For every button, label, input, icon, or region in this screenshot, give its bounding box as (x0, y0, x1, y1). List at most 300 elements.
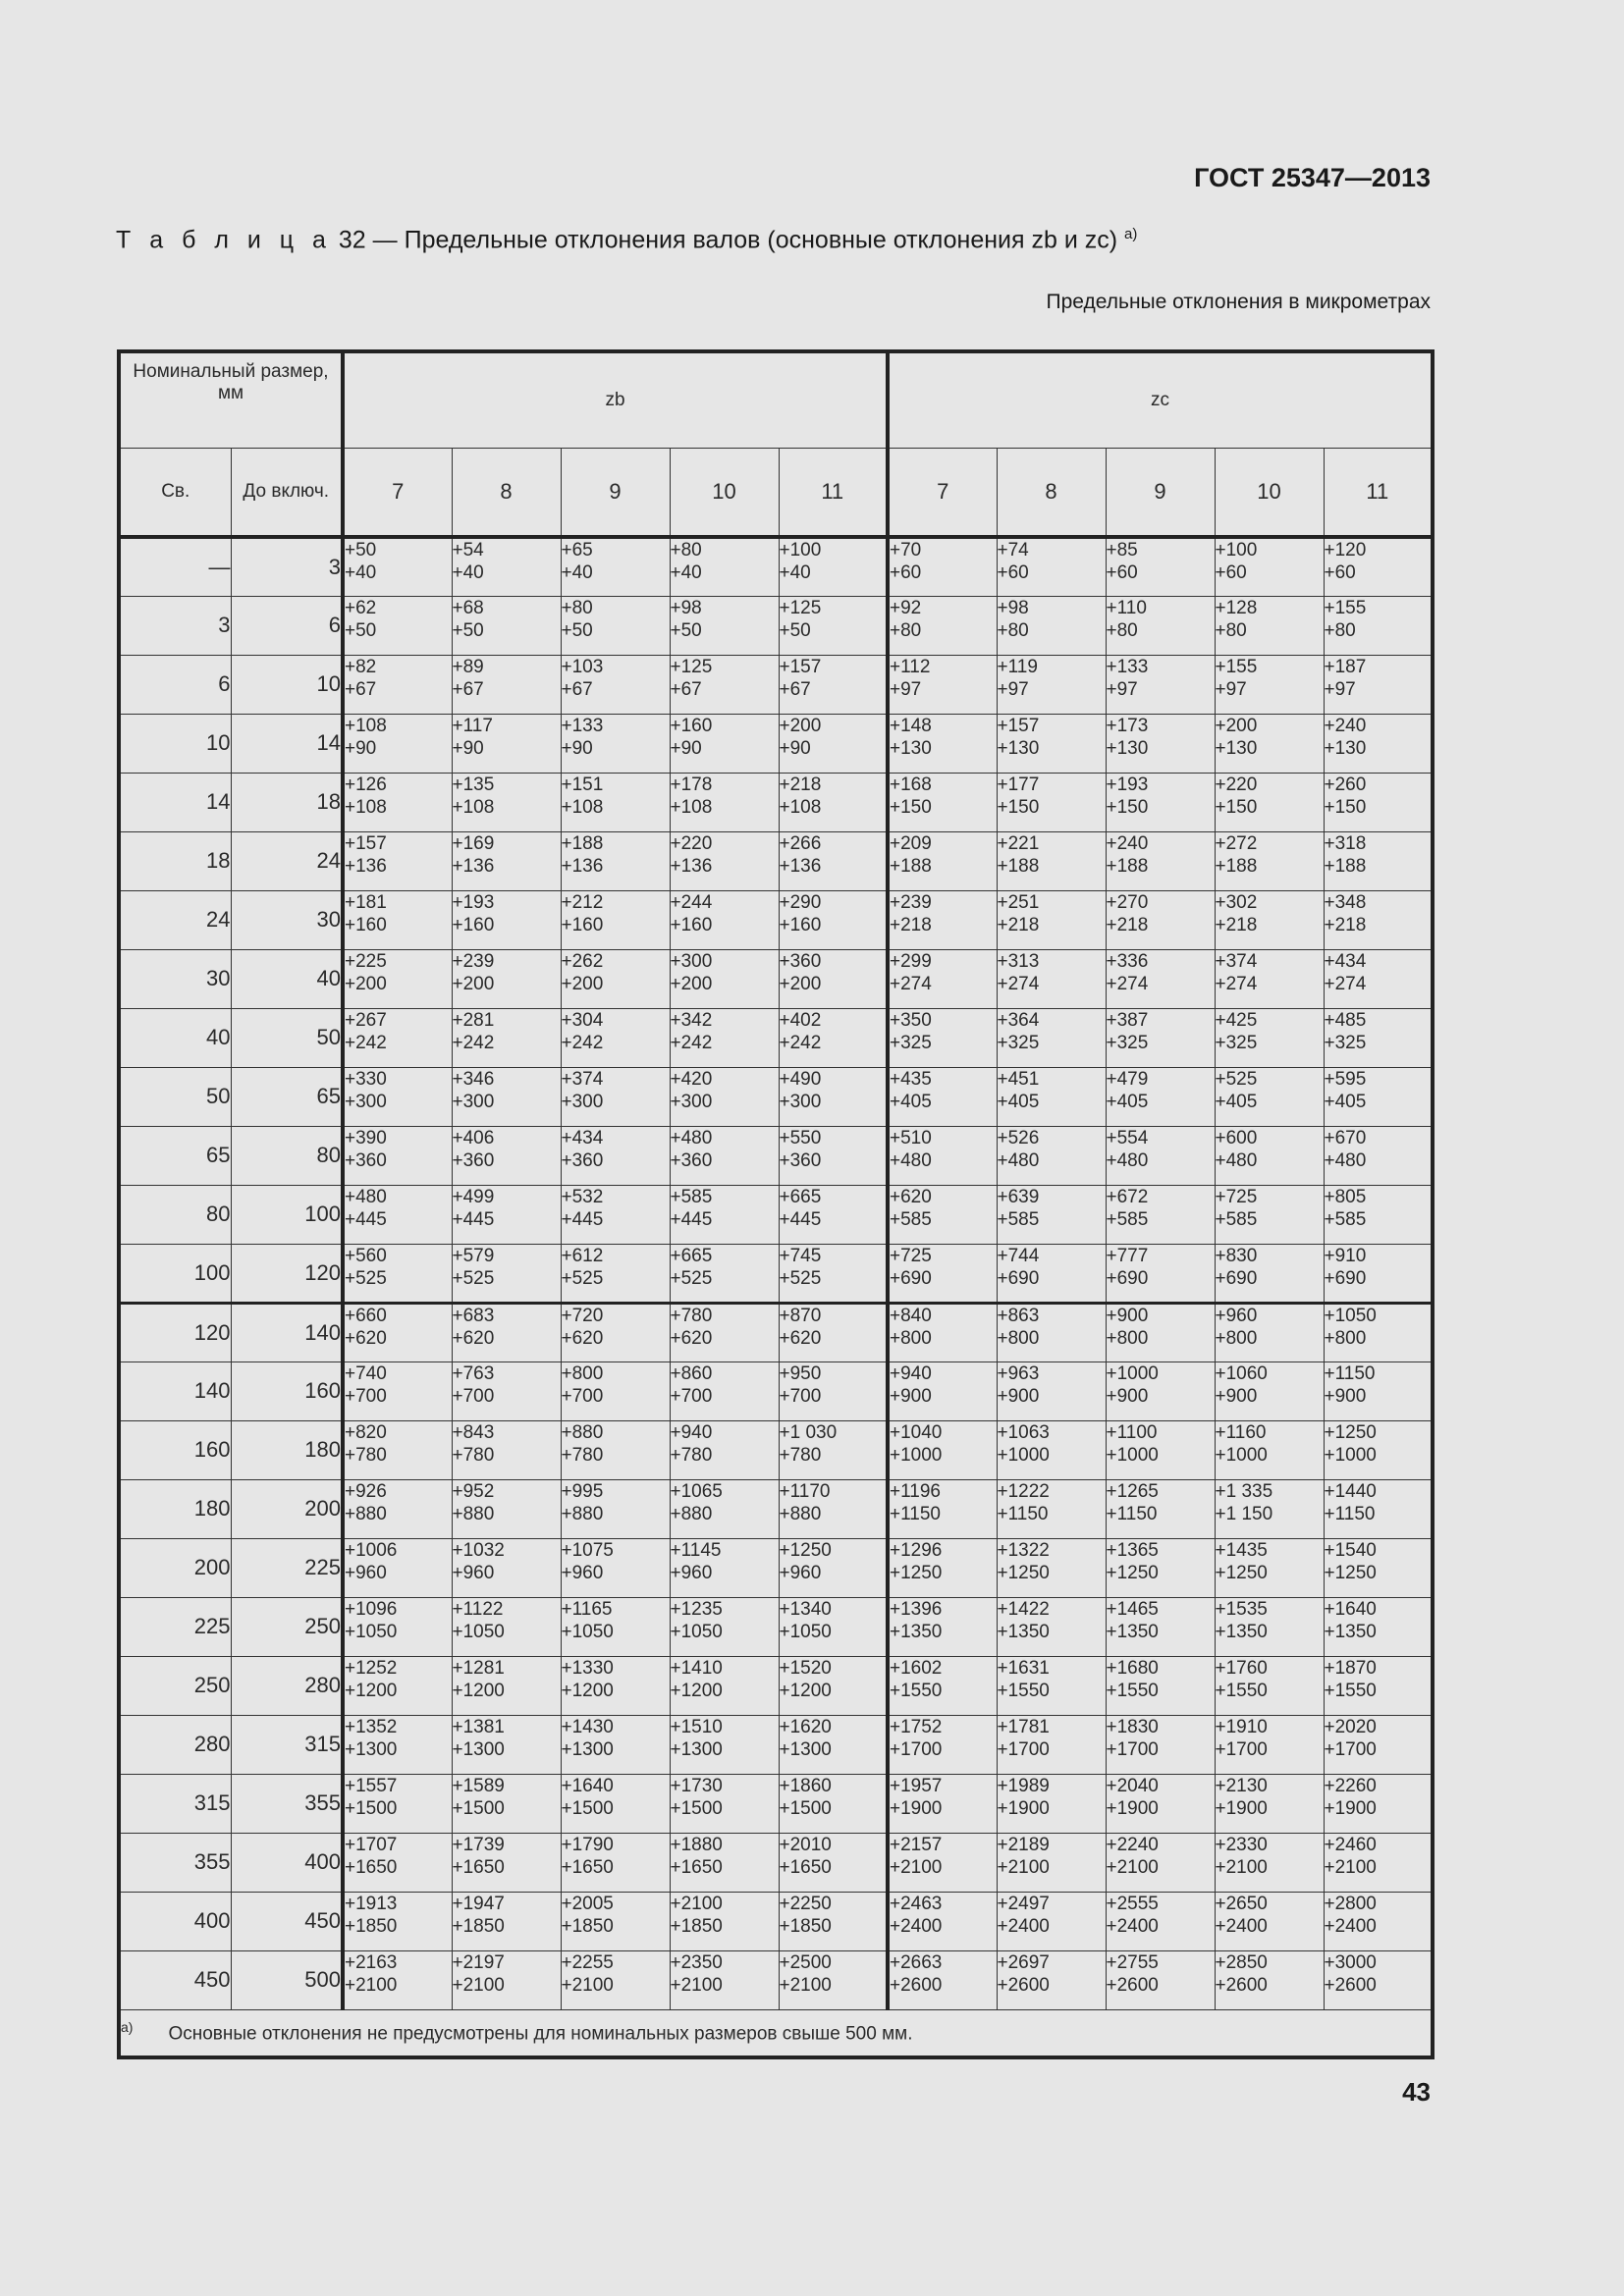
upper-deviation: +863 (997, 1305, 1040, 1326)
lower-deviation: +274 (1106, 973, 1149, 994)
upper-deviation: +1880 (670, 1834, 723, 1855)
lower-deviation: +2400 (1215, 1915, 1268, 1937)
upper-deviation: +2255 (561, 1951, 614, 1973)
lower-deviation: +960 (452, 1562, 495, 1583)
lower-deviation: +1350 (1215, 1621, 1268, 1642)
lower-deviation: +780 (670, 1444, 713, 1466)
upper-deviation: +374 (561, 1068, 604, 1090)
deviation-cell (452, 1362, 561, 1420)
upper-deviation: +169 (452, 832, 495, 854)
size-to-cell: 400 (231, 1833, 343, 1892)
upper-deviation: +318 (1324, 832, 1367, 854)
deviation-cell (888, 1244, 997, 1303)
deviation-cell (1106, 1833, 1215, 1892)
upper-deviation: +1000 (1106, 1362, 1159, 1384)
deviation-cell (1106, 596, 1215, 655)
lower-deviation: +1350 (890, 1621, 943, 1642)
upper-deviation: +360 (779, 950, 822, 972)
upper-deviation: +554 (1106, 1127, 1149, 1148)
upper-deviation: +1640 (561, 1775, 614, 1796)
size-to-cell: 450 (231, 1892, 343, 1950)
upper-deviation: +374 (1215, 950, 1258, 972)
size-to-cell: 6 (231, 596, 343, 655)
lower-deviation: +1900 (1215, 1797, 1268, 1819)
deviation-cell (997, 1833, 1106, 1892)
deviation-cell (1324, 1303, 1433, 1362)
deviations-table (117, 349, 1435, 2059)
upper-deviation: +900 (1106, 1305, 1149, 1326)
deviation-cell (1215, 831, 1324, 890)
upper-deviation: +120 (1324, 540, 1367, 561)
lower-deviation: +1700 (1215, 1738, 1268, 1760)
deviation-cell (561, 1479, 670, 1538)
upper-deviation: +2250 (779, 1893, 832, 1914)
upper-deviation: +1322 (997, 1539, 1050, 1561)
lower-deviation: +2100 (779, 1974, 832, 1996)
lower-deviation: +1550 (997, 1680, 1050, 1701)
table-row (119, 949, 1433, 1008)
lower-deviation: +1200 (345, 1680, 398, 1701)
deviation-cell (1215, 1008, 1324, 1067)
deviation-cell (997, 831, 1106, 890)
upper-deviation: +485 (1324, 1009, 1367, 1031)
to-header: До включ. (231, 449, 343, 538)
lower-deviation: +690 (890, 1267, 932, 1289)
deviation-cell (343, 1067, 452, 1126)
lower-deviation: +218 (997, 914, 1040, 935)
lower-deviation: +130 (1324, 737, 1367, 759)
lower-deviation: +136 (561, 855, 604, 877)
lower-deviation: +1500 (670, 1797, 723, 1819)
deviation-cell (1215, 773, 1324, 831)
deviation-cell (561, 1008, 670, 1067)
size-from-cell: 450 (119, 1950, 231, 2009)
deviation-cell (670, 831, 779, 890)
upper-deviation: +940 (670, 1421, 713, 1443)
deviation-cell (561, 1538, 670, 1597)
grade-header: 8 (452, 449, 561, 538)
lower-deviation: +585 (890, 1208, 932, 1230)
upper-deviation: +800 (561, 1362, 604, 1384)
table-row (119, 596, 1433, 655)
upper-deviation: +1422 (997, 1598, 1050, 1620)
deviation-cell (1106, 1067, 1215, 1126)
lower-deviation: +700 (452, 1385, 495, 1407)
lower-deviation: +150 (890, 796, 932, 818)
upper-deviation: +1160 (1215, 1421, 1267, 1443)
lower-deviation: +40 (452, 562, 484, 583)
deviation-cell (779, 1244, 888, 1303)
upper-deviation: +1122 (452, 1598, 504, 1620)
deviation-cell (1215, 1126, 1324, 1185)
upper-deviation: +672 (1106, 1186, 1149, 1207)
lower-deviation: +445 (670, 1208, 713, 1230)
lower-deviation: +1000 (1215, 1444, 1268, 1466)
upper-deviation: +92 (890, 597, 922, 618)
lower-deviation: +960 (561, 1562, 604, 1583)
lower-deviation: +700 (779, 1385, 822, 1407)
lower-deviation: +2600 (1215, 1974, 1268, 1996)
lower-deviation: +1650 (561, 1856, 614, 1878)
lower-deviation: +360 (779, 1149, 822, 1171)
deviation-cell (1324, 1008, 1433, 1067)
deviation-cell (888, 1715, 997, 1774)
lower-deviation: +274 (1215, 973, 1258, 994)
deviation-cell (779, 1126, 888, 1185)
upper-deviation: +1235 (670, 1598, 723, 1620)
table-row (119, 890, 1433, 949)
size-to-cell: 10 (231, 655, 343, 714)
lower-deviation: +1200 (452, 1680, 505, 1701)
upper-deviation: +434 (561, 1127, 604, 1148)
deviation-cell (1324, 1479, 1433, 1538)
lower-deviation: +960 (779, 1562, 822, 1583)
deviation-cell (343, 831, 452, 890)
lower-deviation: +130 (997, 737, 1040, 759)
upper-deviation: +200 (779, 715, 822, 736)
upper-deviation: +480 (670, 1127, 713, 1148)
deviation-cell (779, 1538, 888, 1597)
deviation-cell (561, 831, 670, 890)
lower-deviation: +360 (561, 1149, 604, 1171)
upper-deviation: +1913 (345, 1893, 398, 1914)
size-to-cell: 500 (231, 1950, 343, 2009)
lower-deviation: +242 (779, 1032, 822, 1053)
upper-deviation: +1860 (779, 1775, 832, 1796)
lower-deviation: +2100 (1324, 1856, 1377, 1878)
deviation-cell (452, 1185, 561, 1244)
lower-deviation: +242 (561, 1032, 604, 1053)
lower-deviation: +325 (1324, 1032, 1367, 1053)
size-from-cell: 315 (119, 1774, 231, 1833)
deviation-cell (997, 655, 1106, 714)
size-from-cell: 120 (119, 1303, 231, 1362)
deviation-cell (343, 773, 452, 831)
deviation-cell (1324, 596, 1433, 655)
deviation-cell (888, 537, 997, 596)
deviation-cell (888, 1892, 997, 1950)
deviation-cell (888, 1362, 997, 1420)
lower-deviation: +585 (997, 1208, 1040, 1230)
upper-deviation: +740 (345, 1362, 387, 1384)
deviation-cell (1106, 1656, 1215, 1715)
upper-deviation: +2157 (890, 1834, 943, 1855)
lower-deviation: +200 (670, 973, 713, 994)
upper-deviation: +860 (670, 1362, 713, 1384)
deviation-cell (997, 1597, 1106, 1656)
size-to-cell: 315 (231, 1715, 343, 1774)
size-from-cell: 65 (119, 1126, 231, 1185)
deviation-cell (888, 1008, 997, 1067)
deviation-cell (888, 1420, 997, 1479)
lower-deviation: +1150 (890, 1503, 941, 1524)
deviation-cell (452, 1597, 561, 1656)
lower-deviation: +480 (1215, 1149, 1258, 1171)
deviation-cell (343, 714, 452, 773)
lower-deviation: +97 (997, 678, 1029, 700)
deviation-cell (997, 1362, 1106, 1420)
lower-deviation: +80 (1324, 619, 1356, 641)
upper-deviation: +157 (345, 832, 387, 854)
size-from-cell: 30 (119, 949, 231, 1008)
deviation-cell (561, 1420, 670, 1479)
upper-deviation: +155 (1215, 656, 1258, 677)
deviation-cell (452, 831, 561, 890)
upper-deviation: +1830 (1106, 1716, 1159, 1737)
upper-deviation: +2040 (1106, 1775, 1159, 1796)
upper-deviation: +251 (997, 891, 1040, 913)
deviation-cell (888, 831, 997, 890)
deviation-cell (670, 1362, 779, 1420)
upper-deviation: +260 (1324, 774, 1367, 795)
deviation-cell (343, 1126, 452, 1185)
deviation-cell (1215, 1067, 1324, 1126)
upper-deviation: +1739 (452, 1834, 505, 1855)
upper-deviation: +1060 (1215, 1362, 1268, 1384)
upper-deviation: +777 (1106, 1245, 1149, 1266)
lower-deviation: +880 (670, 1503, 713, 1524)
upper-deviation: +2755 (1106, 1951, 1159, 1973)
deviation-cell (1106, 831, 1215, 890)
upper-deviation: +299 (890, 950, 932, 972)
lower-deviation: +1150 (997, 1503, 1049, 1524)
upper-deviation: +300 (670, 950, 713, 972)
deviation-cell (1215, 1597, 1324, 1656)
deviation-cell (1215, 1244, 1324, 1303)
deviation-cell (1106, 714, 1215, 773)
upper-deviation: +1 030 (779, 1421, 838, 1443)
lower-deviation: +480 (1106, 1149, 1149, 1171)
deviation-cell (1106, 1892, 1215, 1950)
upper-deviation: +80 (670, 540, 702, 561)
upper-deviation: +660 (345, 1305, 387, 1326)
deviation-cell (452, 537, 561, 596)
size-to-cell: 50 (231, 1008, 343, 1067)
upper-deviation: +1381 (452, 1716, 505, 1737)
table-row (119, 1950, 1433, 2009)
upper-deviation: +479 (1106, 1068, 1149, 1090)
lower-deviation: +1500 (452, 1797, 505, 1819)
upper-deviation: +1631 (997, 1657, 1050, 1679)
lower-deviation: +2400 (890, 1915, 943, 1937)
upper-deviation: +1781 (997, 1716, 1050, 1737)
deviation-cell (779, 1833, 888, 1892)
size-from-cell: 100 (119, 1244, 231, 1303)
upper-deviation: +995 (561, 1480, 604, 1502)
deviation-cell (997, 1656, 1106, 1715)
upper-deviation: +181 (345, 891, 387, 913)
upper-deviation: +290 (779, 891, 822, 913)
upper-deviation: +525 (1215, 1068, 1258, 1090)
deviation-cell (670, 1420, 779, 1479)
deviation-cell (343, 1185, 452, 1244)
lower-deviation: +585 (1106, 1208, 1149, 1230)
lower-deviation: +200 (561, 973, 604, 994)
lower-deviation: +1700 (1324, 1738, 1377, 1760)
lower-deviation: +60 (997, 562, 1029, 583)
lower-deviation: +1850 (779, 1915, 832, 1937)
upper-deviation: +2850 (1215, 1951, 1268, 1973)
upper-deviation: +2697 (997, 1951, 1050, 1973)
lower-deviation: +900 (1324, 1385, 1367, 1407)
table-row (119, 655, 1433, 714)
upper-deviation: +1252 (345, 1657, 398, 1679)
lower-deviation: +60 (1106, 562, 1138, 583)
lower-deviation: +97 (1324, 678, 1356, 700)
lower-deviation: +130 (1215, 737, 1258, 759)
deviation-cell (343, 1656, 452, 1715)
deviation-cell (561, 714, 670, 773)
upper-deviation: +89 (452, 656, 484, 677)
upper-deviation: +1790 (561, 1834, 614, 1855)
deviation-cell (670, 1597, 779, 1656)
upper-deviation: +85 (1106, 540, 1138, 561)
upper-deviation: +1075 (561, 1539, 614, 1561)
upper-deviation: +125 (670, 656, 713, 677)
upper-deviation: +221 (997, 832, 1040, 854)
upper-deviation: +1589 (452, 1775, 505, 1796)
deviation-cell (779, 1479, 888, 1538)
deviation-cell (997, 1950, 1106, 2009)
deviation-cell (1324, 890, 1433, 949)
deviation-cell (997, 1715, 1106, 1774)
deviation-cell (561, 1715, 670, 1774)
deviation-cell (670, 1479, 779, 1538)
lower-deviation: +325 (997, 1032, 1040, 1053)
deviation-cell (888, 1479, 997, 1538)
size-to-cell: 80 (231, 1126, 343, 1185)
size-to-cell: 225 (231, 1538, 343, 1597)
lower-deviation: +60 (1215, 562, 1247, 583)
size-from-cell: 24 (119, 890, 231, 949)
size-to-cell: 200 (231, 1479, 343, 1538)
upper-deviation: +364 (997, 1009, 1040, 1031)
lower-deviation: +900 (1106, 1385, 1149, 1407)
upper-deviation: +157 (779, 656, 822, 677)
lower-deviation: +800 (1215, 1327, 1258, 1349)
upper-deviation: +910 (1324, 1245, 1367, 1266)
upper-deviation: +304 (561, 1009, 604, 1031)
deviation-cell (779, 1008, 888, 1067)
deviation-cell (1106, 890, 1215, 949)
deviation-cell (779, 714, 888, 773)
table-row (119, 1597, 1433, 1656)
upper-deviation: +1150 (1324, 1362, 1376, 1384)
lower-deviation: +150 (997, 796, 1040, 818)
upper-deviation: +188 (561, 832, 604, 854)
deviation-cell (561, 1362, 670, 1420)
lower-deviation: +1500 (561, 1797, 614, 1819)
deviation-cell (997, 1126, 1106, 1185)
lower-deviation: +1900 (1324, 1797, 1377, 1819)
size-to-cell: 140 (231, 1303, 343, 1362)
upper-deviation: +1040 (890, 1421, 943, 1443)
size-from-cell: 80 (119, 1185, 231, 1244)
upper-deviation: +1170 (779, 1480, 831, 1502)
upper-deviation: +526 (997, 1127, 1040, 1148)
deviation-cell (779, 1892, 888, 1950)
upper-deviation: +218 (779, 774, 822, 795)
deviation-cell (997, 1420, 1106, 1479)
lower-deviation: +1050 (779, 1621, 832, 1642)
deviation-cell (670, 1185, 779, 1244)
lower-deviation: +445 (345, 1208, 387, 1230)
upper-deviation: +532 (561, 1186, 604, 1207)
size-to-cell: 120 (231, 1244, 343, 1303)
upper-deviation: +1145 (670, 1539, 722, 1561)
deviation-cell (779, 596, 888, 655)
size-from-cell: 225 (119, 1597, 231, 1656)
size-to-cell: 24 (231, 831, 343, 890)
lower-deviation: +2600 (997, 1974, 1050, 1996)
upper-deviation: +148 (890, 715, 932, 736)
upper-deviation: +2005 (561, 1893, 614, 1914)
deviation-cell (343, 596, 452, 655)
lower-deviation: +445 (779, 1208, 822, 1230)
lower-deviation: +525 (452, 1267, 495, 1289)
deviation-cell (1215, 1656, 1324, 1715)
size-from-cell: 180 (119, 1479, 231, 1538)
upper-deviation: +1296 (890, 1539, 943, 1561)
deviation-cell (997, 1892, 1106, 1950)
upper-deviation: +1640 (1324, 1598, 1377, 1620)
upper-deviation: +420 (670, 1068, 713, 1090)
lower-deviation: +218 (890, 914, 932, 935)
lower-deviation: +900 (890, 1385, 932, 1407)
lower-deviation: +67 (561, 678, 593, 700)
lower-deviation: +1650 (670, 1856, 723, 1878)
deviation-cell (997, 1479, 1106, 1538)
upper-deviation: +240 (1324, 715, 1367, 736)
deviation-cell (779, 1950, 888, 2009)
table-row (119, 1538, 1433, 1597)
lower-deviation: +60 (1324, 562, 1356, 583)
upper-deviation: +1957 (890, 1775, 943, 1796)
deviation-cell (779, 1715, 888, 1774)
lower-deviation: +1250 (890, 1562, 943, 1583)
upper-deviation: +950 (779, 1362, 822, 1384)
upper-deviation: +720 (561, 1305, 604, 1326)
lower-deviation: +360 (670, 1149, 713, 1171)
lower-deviation: +67 (452, 678, 484, 700)
deviation-cell (670, 596, 779, 655)
deviation-cell (343, 1303, 452, 1362)
upper-deviation: +1989 (997, 1775, 1050, 1796)
upper-deviation: +1352 (345, 1716, 398, 1737)
size-from-cell: 14 (119, 773, 231, 831)
upper-deviation: +1006 (345, 1539, 398, 1561)
table-row (119, 1774, 1433, 1833)
deviation-cell (1215, 1303, 1324, 1362)
deviation-cell (997, 1067, 1106, 1126)
deviation-cell (670, 1833, 779, 1892)
nominal-size-header: Номинальный размер, мм (119, 351, 343, 449)
lower-deviation: +300 (779, 1091, 822, 1112)
deviation-cell (452, 1538, 561, 1597)
upper-deviation: +1535 (1215, 1598, 1268, 1620)
lower-deviation: +50 (345, 619, 377, 641)
upper-deviation: +490 (779, 1068, 822, 1090)
lower-deviation: +97 (890, 678, 922, 700)
deviation-cell (561, 1126, 670, 1185)
size-from-cell: 140 (119, 1362, 231, 1420)
upper-deviation: +725 (890, 1245, 932, 1266)
upper-deviation: +780 (670, 1305, 713, 1326)
upper-deviation: +240 (1106, 832, 1149, 854)
deviation-cell (343, 1244, 452, 1303)
lower-deviation: +2400 (1106, 1915, 1159, 1937)
upper-deviation: +665 (670, 1245, 713, 1266)
